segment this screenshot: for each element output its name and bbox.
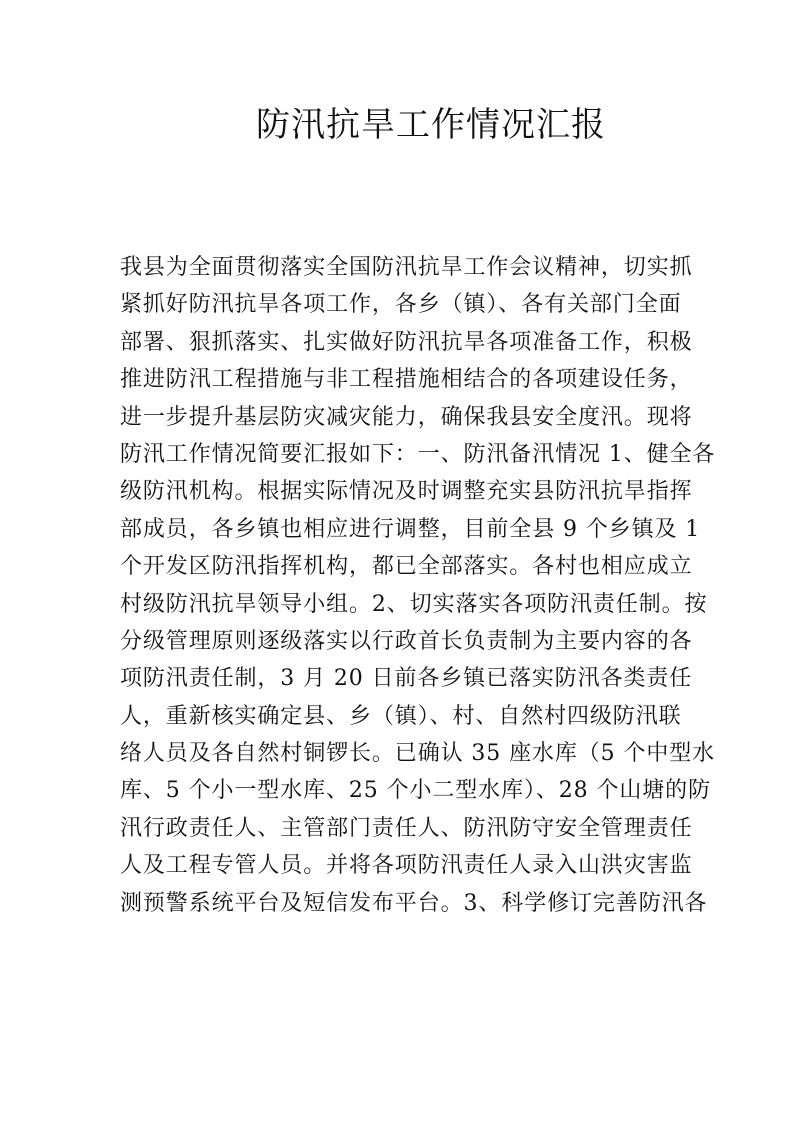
body-line: 部署、狠抓落实、扎实做好防汛抗旱各项准备工作，积极 [120, 329, 693, 355]
body-line: 络人员及各自然村铜锣长。已确认 35 座水库（5 个中型水 [120, 741, 716, 767]
body-line: 项防汛责任制，3 月 20 日前各乡镇已落实防汛各类责任 [120, 666, 693, 692]
body-line: 推进防汛工程措施与非工程措施相结合的各项建设任务， [120, 367, 693, 393]
body-line: 库、5 个小一型水库、25 个小二型水库）、28 个山塘的防 [120, 778, 711, 804]
document-title: 防汛抗旱工作情况汇报 [256, 105, 606, 145]
body-line: 防汛工作情况简要汇报如下：一、防汛备汛情况 1、健全各 [120, 441, 716, 467]
body-line: 级防汛机构。根据实际情况及时调整充实县防汛抗旱指挥 [120, 479, 693, 505]
body-line: 人及工程专管人员。并将各项防汛责任人录入山洪灾害监 [120, 853, 693, 879]
document-body [120, 249, 716, 922]
body-line: 紧抓好防汛抗旱各项工作，各乡（镇）、各有关部门全面 [120, 292, 682, 318]
body-line: 个开发区防汛指挥机构，都已全部落实。各村也相应成立 [120, 554, 693, 580]
body-line: 分级管理原则逐级落实以行政首长负责制为主要内容的各 [120, 628, 693, 654]
body-line: 进一步提升基层防灾减灾能力，确保我县安全度汛。现将 [120, 404, 693, 430]
body-line: 村级防汛抗旱领导小组。2、切实落实各项防汛责任制。按 [120, 591, 708, 617]
body-line: 人，重新核实确定县、乡（镇）、村、自然村四级防汛联 [120, 703, 682, 729]
body-line: 汛行政责任人、主管部门责任人、防汛防守安全管理责任 [120, 815, 693, 841]
body-line: 部成员，各乡镇也相应进行调整，目前全县 9 个乡镇及 1 [120, 516, 701, 542]
body-line: 我县为全面贯彻落实全国防汛抗旱工作会议精神，切实抓 [120, 255, 693, 280]
body-line: 测预警系统平台及短信发布平台。3、科学修订完善防汛各 [120, 890, 708, 916]
